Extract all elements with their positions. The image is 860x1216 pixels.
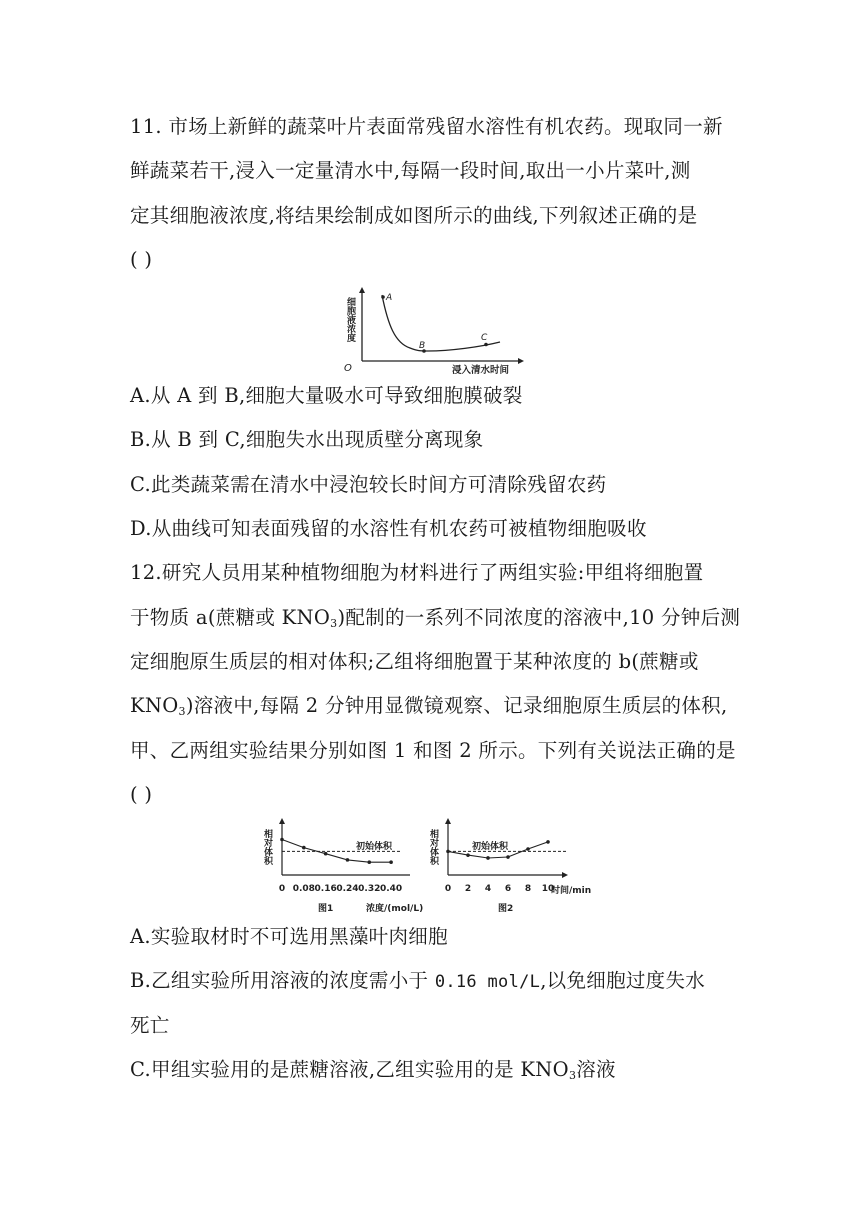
q12-figures (262, 815, 602, 920)
fig1-tick-label: 0.40 (379, 884, 403, 894)
q12-option-b-line-2: 死亡 (130, 1014, 170, 1037)
fig1-x-axis-label: 浓度/(mol/L) (366, 904, 424, 914)
fig2-x-arrow-icon (562, 872, 568, 878)
fig2-title: 图2 (498, 904, 514, 914)
fig2-tick-label: 4 (484, 884, 492, 894)
fig2-data-point (466, 853, 470, 857)
figure-2 (428, 818, 591, 914)
fig1-tick-label: 0.24 (336, 884, 359, 894)
fig2-y-axis-label: 相对体积 (428, 829, 438, 865)
fig1-data-point (302, 846, 306, 850)
fig2-data-point (526, 847, 530, 851)
fig1-y-axis-label: 相对体积 (262, 829, 272, 865)
fig2-tick-label: 0 (444, 884, 452, 894)
q11-figure (340, 285, 530, 375)
q12-option-b-line-1: B.乙组实验所用溶液的浓度需小于 0.16 mol/L,以免细胞过度失水 (130, 969, 706, 992)
q12-stem-line-3: 定细胞原生质层的相对体积;乙组将细胞置于某种浓度的 b(蔗糖或 (130, 650, 699, 673)
q11-y-arrow-icon (359, 287, 365, 293)
fig2-data-point (546, 840, 550, 844)
fig1-data-point (324, 852, 328, 856)
q12-stem-line-1: 12.研究人员用某种植物细胞为材料进行了两组实验:甲组将细胞置 (130, 561, 704, 584)
q11-x-arrow-icon (518, 358, 524, 364)
q12-stem-line-4: $KNO_3$)溶液中,每隔 2 分钟用显微镜观察、记录细胞原生质层的体积, (130, 694, 728, 718)
fig1-title: 图1 (318, 904, 334, 914)
q11-y-axis-label: 细胞液浓度 (345, 297, 355, 342)
q11-x-axis-label: 浸入清水时间 (452, 365, 510, 375)
fig2-tick-label: 8 (524, 884, 532, 894)
fig1-data-point (367, 860, 371, 864)
q12-stem-line-2: 于物质 a(蔗糖或 $KNO_3$)配制的一系列不同浓度的溶液中,10 分钟后测 (130, 606, 741, 630)
fig2-y-arrow-icon (445, 818, 451, 824)
q11-point-c (484, 343, 488, 347)
q12-stem-line-5: 甲、乙两组实验结果分别如图 1 和图 2 所示。下列有关说法正确的是 (130, 739, 736, 762)
figure-1 (262, 818, 423, 914)
q12-option-a: A.实验取材时不可选用黑藻叶肉细胞 (130, 925, 448, 948)
q11-label-b: B (419, 341, 426, 351)
fig1-tick-label: 0.32 (358, 884, 381, 894)
q11-stem-line-1: 11. 市场上新鲜的蔬菜叶片表面常残留水溶性有机农药。现取同一新 (130, 115, 723, 138)
q11-label-a: A (386, 293, 393, 303)
fig1-tick-label: 0 (278, 884, 286, 894)
q11-option-d: D.从曲线可知表面残留的水溶性有机农药可被植物细胞吸收 (130, 517, 647, 540)
fig2-x-axis-label: 时间/min (551, 886, 592, 896)
fig2-reference-label: 初始体积 (472, 842, 509, 852)
fig1-tick-label: 0.16 (314, 884, 337, 894)
q11-stem-line-2: 鲜蔬菜若干,浸入一定量清水中,每隔一段时间,取出一小片菜叶,测 (130, 159, 691, 182)
fig1-y-arrow-icon (279, 818, 285, 824)
fig2-data-point (446, 850, 450, 854)
q11-option-c: C.此类蔬菜需在清水中浸泡较长时间方可清除残留农药 (130, 473, 607, 496)
q11-origin-label: O (344, 363, 352, 374)
fig1-data-point (389, 860, 393, 864)
q11-label-c: C (481, 333, 488, 343)
fig1-data-point (346, 858, 350, 862)
fig2-tick-label: 6 (504, 884, 512, 894)
q11-option-b: B.从 B 到 C,细胞失水出现质壁分离现象 (130, 428, 484, 451)
fig1-tick-label: 0.08 (292, 884, 315, 894)
q11-option-a: A.从 A 到 B,细胞大量吸水可导致细胞膜破裂 (130, 384, 523, 407)
q11-answer-blank: ( ) (130, 248, 153, 271)
fig2-data-point (486, 856, 490, 860)
fig2-tick-label: 10 (541, 884, 555, 894)
q12-answer-blank: ( ) (130, 783, 153, 806)
fig1-data-point (280, 838, 284, 842)
q11-stem-line-3: 定其细胞液浓度,将结果绘制成如图所示的曲线,下列叙述正确的是 (130, 204, 698, 227)
fig2-data-point (506, 855, 510, 859)
q12-option-c: C.甲组实验用的是蔗糖溶液,乙组实验用的是 $KNO_3$溶液 (130, 1058, 616, 1082)
q11-point-a (381, 295, 385, 299)
fig1-reference-label: 初始体积 (356, 842, 393, 852)
fig2-tick-label: 2 (464, 884, 472, 894)
